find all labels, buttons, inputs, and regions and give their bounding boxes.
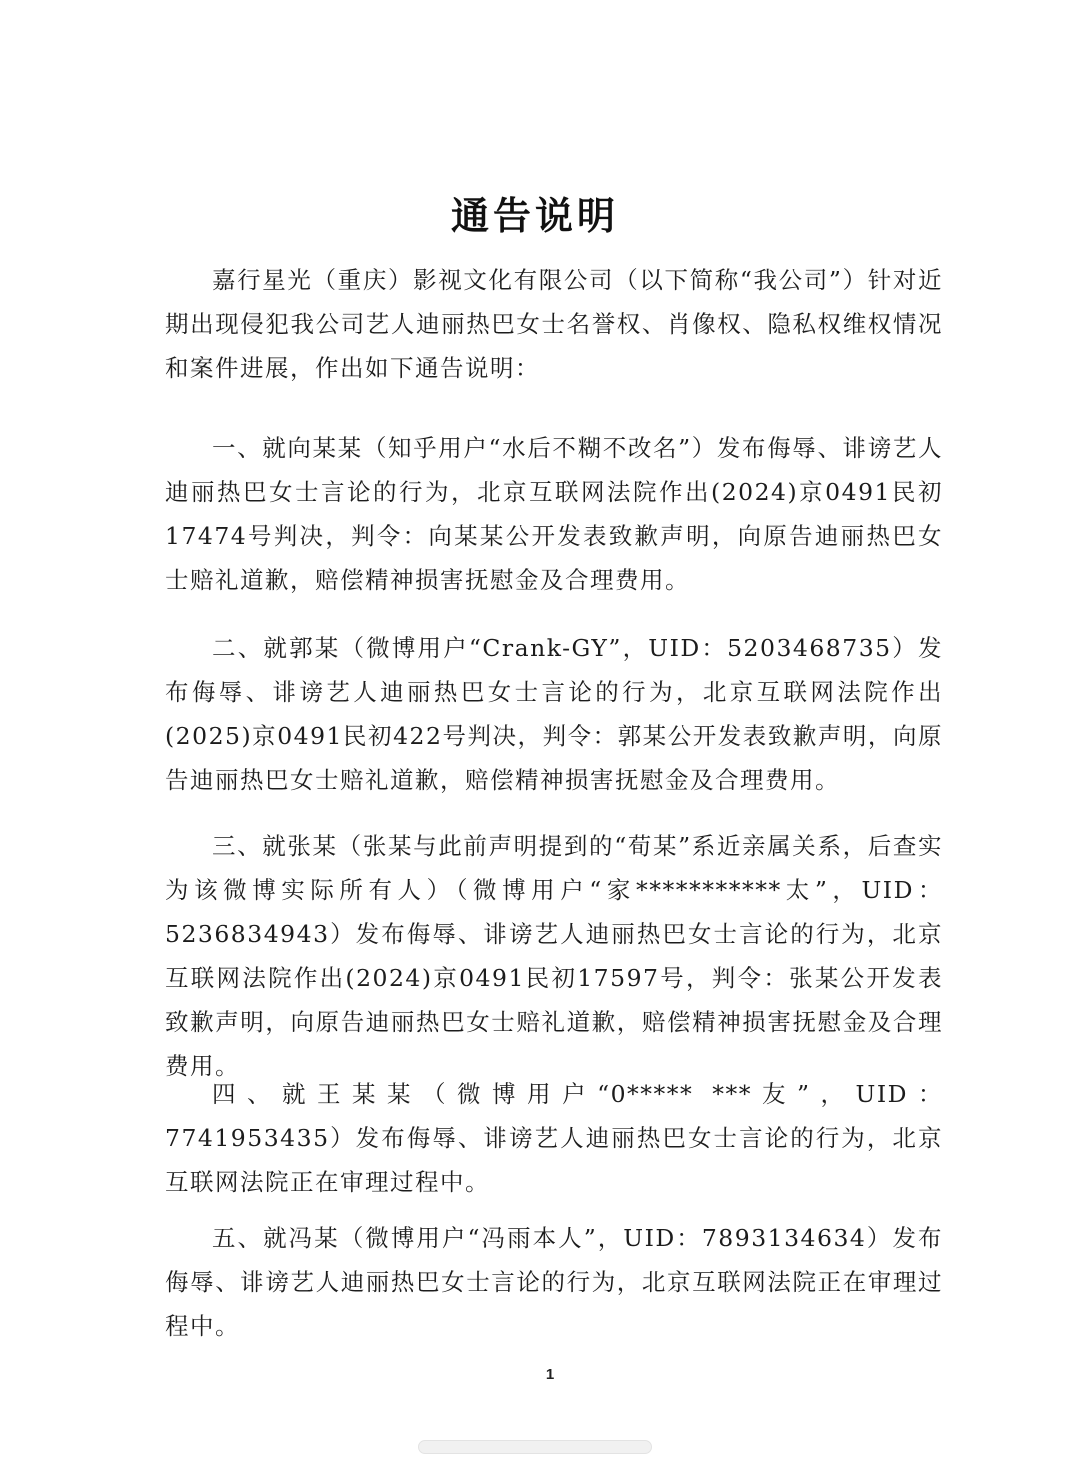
document-title: 通告说明 [450, 193, 619, 239]
scroll-indicator[interactable] [418, 1440, 652, 1454]
item-paragraph-3: 三、就张某（张某与此前声明提到的“荀某”系近亲属关系，后查实为该微博实际所有人）（微博用户“家***********太”，UID：5236834943）发布侮辱、诽谤艺人迪丽热巴女士言论的行为，北京互联网法院作出(2024)京0491民初17597号，判令：张某公开发表致歉声明，向原告迪丽热巴女士赔礼道歉，赔偿精神损害抚慰金及合理费用。 [165, 832, 943, 1080]
item-paragraph-1: 一、就向某某（知乎用户“水后不糊不改名”）发布侮辱、诽谤艺人迪丽热巴女士言论的行为，北京互联网法院作出(2024)京0491民初17474号判决，判令：向某某公开发表致歉声明，向原告迪丽热巴女士赔礼道歉，赔偿精神损害抚慰金及合理费用。 [165, 434, 943, 594]
item-paragraph-2: 二、就郭某（微博用户“Crank-GY”，UID：5203468735）发布侮辱、诽谤艺人迪丽热巴女士言论的行为，北京互联网法院作出(2025)京0491民初422号判决，判令：郭某公开发表致歉声明，向原告迪丽热巴女士赔礼道歉，赔偿精神损害抚慰金及合理费用。 [165, 634, 943, 794]
intro-paragraph: 嘉行星光（重庆）影视文化有限公司（以下简称“我公司”）针对近期出现侵犯我公司艺人迪丽热巴女士名誉权、肖像权、隐私权维权情况和案件进展，作出如下通告说明： [165, 266, 943, 382]
item-paragraph-4: 四、就王某某（微博用户“0***** ***友”，UID：7741953435）发布侮辱、诽谤艺人迪丽热巴女士言论的行为，北京互联网法院正在审理过程中。 [165, 1080, 943, 1196]
item-paragraph-5: 五、就冯某（微博用户“冯雨本人”，UID：7893134634）发布侮辱、诽谤艺人迪丽热巴女士言论的行为，北京互联网法院正在审理过程中。 [165, 1224, 943, 1340]
page-number: 1 [545, 1366, 555, 1383]
